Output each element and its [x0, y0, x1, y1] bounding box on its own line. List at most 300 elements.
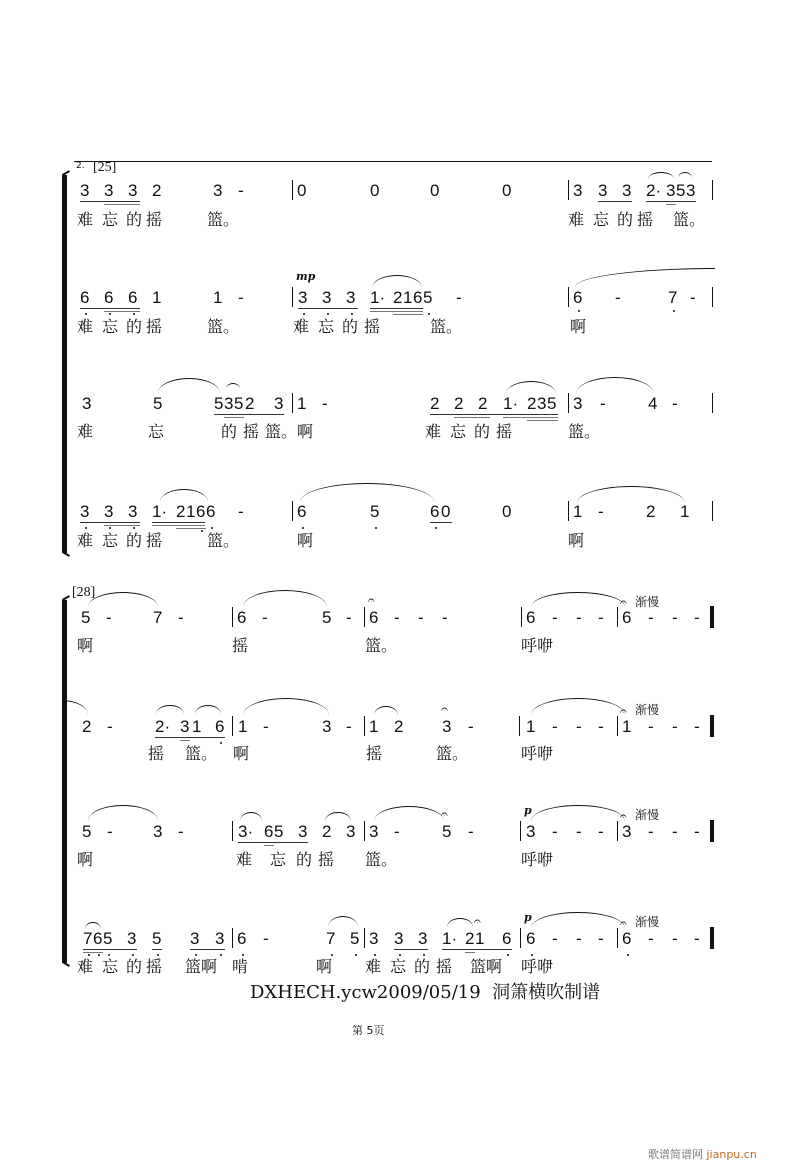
- note: 1·: [442, 929, 458, 948]
- note: 3: [298, 288, 308, 307]
- tempo-mark-ritardando: 渐慢: [635, 703, 660, 717]
- dash: -: [598, 929, 604, 948]
- lyric: 篮。: [207, 531, 240, 550]
- slur: [156, 705, 184, 714]
- barline: [712, 287, 713, 307]
- dash: -: [615, 288, 621, 307]
- lyric: 摇: [318, 850, 335, 869]
- low-octave-dot: [374, 954, 376, 956]
- slur: [531, 805, 625, 821]
- barline: [232, 716, 233, 736]
- lyric: 啊: [297, 531, 314, 550]
- dash: -: [672, 822, 678, 841]
- low-octave-dot: [399, 954, 401, 956]
- note: 3: [80, 502, 90, 521]
- note: 1: [213, 288, 223, 307]
- rest: 0: [441, 502, 451, 521]
- note: 3: [686, 181, 696, 200]
- barline: [617, 716, 618, 736]
- dash: -: [238, 502, 244, 521]
- watermark-url: jianpu.cn: [706, 1148, 757, 1161]
- dash: -: [346, 608, 352, 627]
- barline: [232, 821, 233, 841]
- underline: [155, 737, 225, 738]
- dash: -: [346, 717, 352, 736]
- note: 1: [403, 288, 413, 307]
- barline: [568, 393, 569, 413]
- final-barline: [710, 606, 714, 628]
- lyric: 忘: [102, 317, 119, 336]
- note: 2: [393, 288, 403, 307]
- note: 5: [234, 394, 244, 413]
- note: 2: [176, 502, 186, 521]
- lyric: 摇: [364, 317, 381, 336]
- note: 6: [430, 502, 440, 521]
- note: 3: [322, 717, 332, 736]
- slur: [88, 592, 158, 607]
- dash: -: [106, 608, 112, 627]
- barline: [712, 180, 713, 200]
- slur: [531, 592, 625, 607]
- underline: [180, 740, 190, 741]
- lyric: 摇: [232, 636, 249, 655]
- barline: [292, 501, 293, 521]
- lyric: 忘: [593, 210, 610, 229]
- note: 2: [245, 394, 255, 413]
- rest: 0: [502, 181, 512, 200]
- dash: -: [576, 822, 582, 841]
- slur: [576, 377, 654, 394]
- barline: [568, 180, 569, 200]
- note: 6: [526, 929, 536, 948]
- barline: [520, 821, 521, 841]
- lyric: 摇: [146, 531, 163, 550]
- lyric: 忘: [390, 957, 407, 976]
- note: 3: [418, 929, 428, 948]
- dash: -: [576, 717, 582, 736]
- note: 1: [152, 288, 162, 307]
- lyric: 篮。: [365, 850, 398, 869]
- low-octave-dot: [531, 954, 533, 956]
- note: 6: [93, 929, 103, 948]
- dash: -: [263, 929, 269, 948]
- measure-number-25: [25]: [93, 160, 117, 175]
- lyric: 的: [126, 957, 143, 976]
- slur: [531, 698, 627, 718]
- lyric: 难: [236, 850, 253, 869]
- underline: [83, 949, 137, 950]
- low-octave-dot: [201, 530, 203, 532]
- rest: 0: [502, 502, 512, 521]
- lyric: 呼咿: [521, 636, 554, 655]
- low-octave-dot: [109, 527, 111, 529]
- lyric: 难: [77, 317, 94, 336]
- note: 2: [478, 394, 488, 413]
- lyric: 难: [365, 957, 382, 976]
- slur: [372, 275, 422, 288]
- note: 6: [573, 288, 583, 307]
- lyric: 篮啊: [185, 957, 218, 976]
- underline: [152, 525, 205, 526]
- underline: [176, 528, 206, 529]
- note: 3: [80, 181, 90, 200]
- underline: [80, 522, 140, 523]
- measure-number-28: [28]: [72, 585, 96, 600]
- note: 3: [128, 502, 138, 521]
- underline: [465, 952, 475, 953]
- note: 1·: [152, 502, 168, 521]
- lyric: 篮。: [207, 210, 240, 229]
- note: 5: [214, 394, 224, 413]
- lyric: 篮。: [436, 744, 469, 763]
- lyric: 啊: [316, 957, 333, 976]
- note: 1: [238, 717, 248, 736]
- note: 6: [237, 929, 247, 948]
- note: 3: [598, 181, 608, 200]
- underline: [264, 845, 274, 846]
- slur: [447, 918, 473, 927]
- slur: [678, 172, 692, 178]
- note: 5: [547, 394, 557, 413]
- rest: 0: [370, 181, 380, 200]
- note: 7: [83, 929, 93, 948]
- system1-bracket-bottom-hook: [62, 551, 70, 557]
- note: 1: [573, 502, 583, 521]
- note: 6: [502, 929, 512, 948]
- underline: [214, 414, 284, 415]
- note: 5: [442, 822, 452, 841]
- barline: [232, 928, 233, 948]
- note: 3: [127, 929, 137, 948]
- dash: -: [552, 929, 558, 948]
- underline: [104, 311, 140, 312]
- lyric: 忘: [102, 531, 119, 550]
- dash: -: [442, 608, 448, 627]
- lyric: 忘: [450, 422, 467, 441]
- dash: -: [263, 717, 269, 736]
- barline: [712, 501, 713, 521]
- lyric: 忘: [148, 422, 165, 441]
- lyric: 的: [221, 422, 238, 441]
- note: 3: [537, 394, 547, 413]
- lyric: 啊: [233, 744, 250, 763]
- system2-bracket-bottom-hook: [62, 961, 70, 967]
- slur: [243, 698, 329, 715]
- note: 3: [298, 822, 308, 841]
- lyric: 摇: [146, 317, 163, 336]
- lyric: 篮。: [568, 422, 601, 441]
- barline: [364, 607, 365, 627]
- dash: -: [672, 394, 678, 413]
- note: 2: [527, 394, 537, 413]
- note: 6: [128, 288, 138, 307]
- lyric: 难: [77, 531, 94, 550]
- lyric: 的: [126, 531, 143, 550]
- note: 2: [430, 394, 440, 413]
- dynamic-mp: mp: [296, 270, 316, 283]
- lyric: 难: [77, 422, 94, 441]
- dash: -: [178, 822, 184, 841]
- underline: [238, 842, 308, 843]
- dash: -: [456, 288, 462, 307]
- underline: [104, 204, 140, 205]
- note: 5: [153, 394, 163, 413]
- watermark: [648, 1146, 757, 1162]
- lyric: 摇: [146, 957, 163, 976]
- underline: [430, 522, 452, 523]
- note: 2: [322, 822, 332, 841]
- tempo-mark-ritardando: 渐慢: [635, 595, 660, 609]
- dash: -: [694, 929, 700, 948]
- lyric: 的: [126, 210, 143, 229]
- slur: [374, 706, 398, 715]
- low-octave-dot: [627, 954, 629, 956]
- lyric: 摇: [366, 744, 383, 763]
- note: 5: [103, 929, 113, 948]
- lyric: 呼咿: [521, 957, 554, 976]
- note: 3: [573, 181, 583, 200]
- underline: [104, 525, 140, 526]
- dynamic-p: p: [524, 911, 532, 924]
- lyric: 啊: [570, 317, 587, 336]
- fermata-icon: 𝄐: [620, 809, 627, 823]
- note: 6: [264, 822, 274, 841]
- note: 6: [80, 288, 90, 307]
- slur: [160, 489, 208, 502]
- lyric: 摇: [146, 210, 163, 229]
- low-octave-dot: [211, 527, 213, 529]
- low-octave-dot: [351, 313, 353, 315]
- dash: -: [598, 502, 604, 521]
- underline: [394, 949, 428, 950]
- slur: [240, 812, 262, 821]
- note: 2: [82, 717, 92, 736]
- dash: -: [672, 608, 678, 627]
- slur: [575, 268, 715, 287]
- note: 5: [82, 822, 92, 841]
- note: 7: [668, 288, 678, 307]
- note: 1: [680, 502, 690, 521]
- lyric: 难: [77, 210, 94, 229]
- low-octave-dot: [375, 527, 377, 529]
- low-octave-dot: [303, 313, 305, 315]
- low-octave-dot: [133, 527, 135, 529]
- low-octave-dot: [133, 313, 135, 315]
- lyric: 难: [425, 422, 442, 441]
- underline: [80, 201, 140, 202]
- note: 3: [215, 929, 225, 948]
- lyric: 摇: [148, 744, 165, 763]
- underline: [224, 417, 244, 418]
- dash: -: [648, 717, 654, 736]
- lyric: 难: [293, 317, 310, 336]
- underline: [503, 417, 558, 418]
- note: 2: [152, 181, 162, 200]
- note: 3: [346, 822, 356, 841]
- lyric: 篮。: [430, 317, 463, 336]
- barline: [364, 928, 365, 948]
- dynamic-p: p: [524, 804, 532, 817]
- dash: -: [107, 717, 113, 736]
- barline: [292, 180, 293, 200]
- barline: [617, 928, 618, 948]
- note: 3: [622, 822, 632, 841]
- barline: [364, 716, 365, 736]
- barline: [568, 287, 569, 307]
- fermata-icon: 𝄐: [441, 702, 448, 716]
- lyric: 忘: [270, 850, 287, 869]
- dash: -: [552, 717, 558, 736]
- underline: [83, 952, 103, 953]
- note: 6: [622, 608, 632, 627]
- underline: [527, 420, 558, 421]
- dash: -: [600, 394, 606, 413]
- barline: [520, 928, 521, 948]
- note: 2: [646, 502, 656, 521]
- underline: [370, 311, 423, 312]
- dash: -: [694, 822, 700, 841]
- underline: [598, 201, 632, 202]
- note: 2: [454, 394, 464, 413]
- note: 3·: [238, 822, 254, 841]
- barline: [292, 287, 293, 307]
- barline: [521, 607, 522, 627]
- note: 5: [274, 822, 284, 841]
- note: 3: [274, 394, 284, 413]
- fermata-icon: 𝄐: [620, 704, 627, 718]
- dash: -: [598, 822, 604, 841]
- note: 5: [423, 288, 433, 307]
- low-octave-dot: [132, 954, 134, 956]
- watermark-site-name: 歌谱简谱网: [648, 1148, 703, 1161]
- rest: 0: [297, 181, 307, 200]
- fermata-icon: 𝄐: [620, 595, 627, 609]
- dash: -: [576, 929, 582, 948]
- volta-label: 2.: [76, 161, 85, 171]
- note: 1: [526, 717, 536, 736]
- dash: -: [238, 181, 244, 200]
- lyric: 篮。: [207, 317, 240, 336]
- low-octave-dot: [220, 742, 222, 744]
- lyric: 呼咿: [521, 744, 554, 763]
- note: 3: [369, 822, 379, 841]
- note: 5: [350, 929, 360, 948]
- note: 1·: [503, 394, 519, 413]
- barline: [568, 501, 569, 521]
- note: 5: [81, 608, 91, 627]
- slur: [88, 805, 158, 821]
- lyric: 的: [342, 317, 359, 336]
- underline: [442, 949, 512, 950]
- underline: [80, 308, 140, 309]
- low-octave-dot: [108, 954, 110, 956]
- dash: -: [672, 717, 678, 736]
- fermata-icon: 𝄐: [474, 914, 481, 928]
- low-octave-dot: [88, 954, 90, 956]
- low-octave-dot: [242, 954, 244, 956]
- low-octave-dot: [327, 313, 329, 315]
- note: 3: [153, 822, 163, 841]
- dash: -: [694, 717, 700, 736]
- note: 7: [153, 608, 163, 627]
- lyric: 啃: [232, 957, 249, 976]
- slur: [195, 705, 221, 714]
- note: 5: [152, 929, 162, 948]
- lyric: 忘: [318, 317, 335, 336]
- dash: -: [576, 608, 582, 627]
- dash: -: [468, 822, 474, 841]
- note: 3: [526, 822, 536, 841]
- low-octave-dot: [423, 954, 425, 956]
- slur: [374, 806, 444, 821]
- note: 1: [186, 502, 196, 521]
- dash: -: [598, 608, 604, 627]
- fermata-icon: 𝄐: [368, 593, 375, 607]
- note: 3: [180, 717, 190, 736]
- lyric: 篮。: [673, 210, 706, 229]
- system1-bracket: [62, 175, 67, 553]
- underline: [454, 417, 490, 418]
- note: 3: [128, 181, 138, 200]
- lyric: 的: [126, 317, 143, 336]
- lyric: 忘: [102, 957, 119, 976]
- lyric: 难: [568, 210, 585, 229]
- lyric: 篮。: [185, 744, 218, 763]
- dash: -: [394, 608, 400, 627]
- low-octave-dot: [109, 313, 111, 315]
- note: 6: [206, 502, 216, 521]
- dash: -: [648, 608, 654, 627]
- dash: -: [648, 822, 654, 841]
- lyric: 啊: [568, 531, 585, 550]
- slur-continuation: [62, 700, 88, 715]
- slur: [506, 381, 556, 394]
- note: 3: [213, 181, 223, 200]
- note: 3: [224, 394, 234, 413]
- slur: [300, 483, 434, 502]
- lyric: 篮啊: [470, 957, 503, 976]
- dash: -: [394, 822, 400, 841]
- low-octave-dot: [435, 527, 437, 529]
- underline: [298, 308, 358, 309]
- low-octave-dot: [157, 954, 159, 956]
- underline: [393, 314, 423, 315]
- low-octave-dot: [578, 310, 580, 312]
- lyric: 摇: [436, 957, 453, 976]
- note: 6: [215, 717, 225, 736]
- dash: -: [322, 394, 328, 413]
- dash: -: [468, 717, 474, 736]
- lyric: 摇: [637, 210, 654, 229]
- note: 1: [622, 717, 632, 736]
- low-octave-dot: [220, 954, 222, 956]
- dash: -: [178, 608, 184, 627]
- slur: [325, 812, 351, 821]
- note: 6: [297, 502, 307, 521]
- low-octave-dot: [507, 954, 509, 956]
- note: 2·: [155, 717, 171, 736]
- barline: [712, 393, 713, 413]
- underline: [152, 949, 162, 950]
- dash: -: [598, 717, 604, 736]
- low-octave-dot: [85, 527, 87, 529]
- fermata-icon: 𝄐: [441, 807, 448, 821]
- dash: -: [648, 929, 654, 948]
- barline: [232, 607, 233, 627]
- note: 7: [326, 929, 336, 948]
- note: 3: [622, 181, 632, 200]
- note: 5: [676, 181, 686, 200]
